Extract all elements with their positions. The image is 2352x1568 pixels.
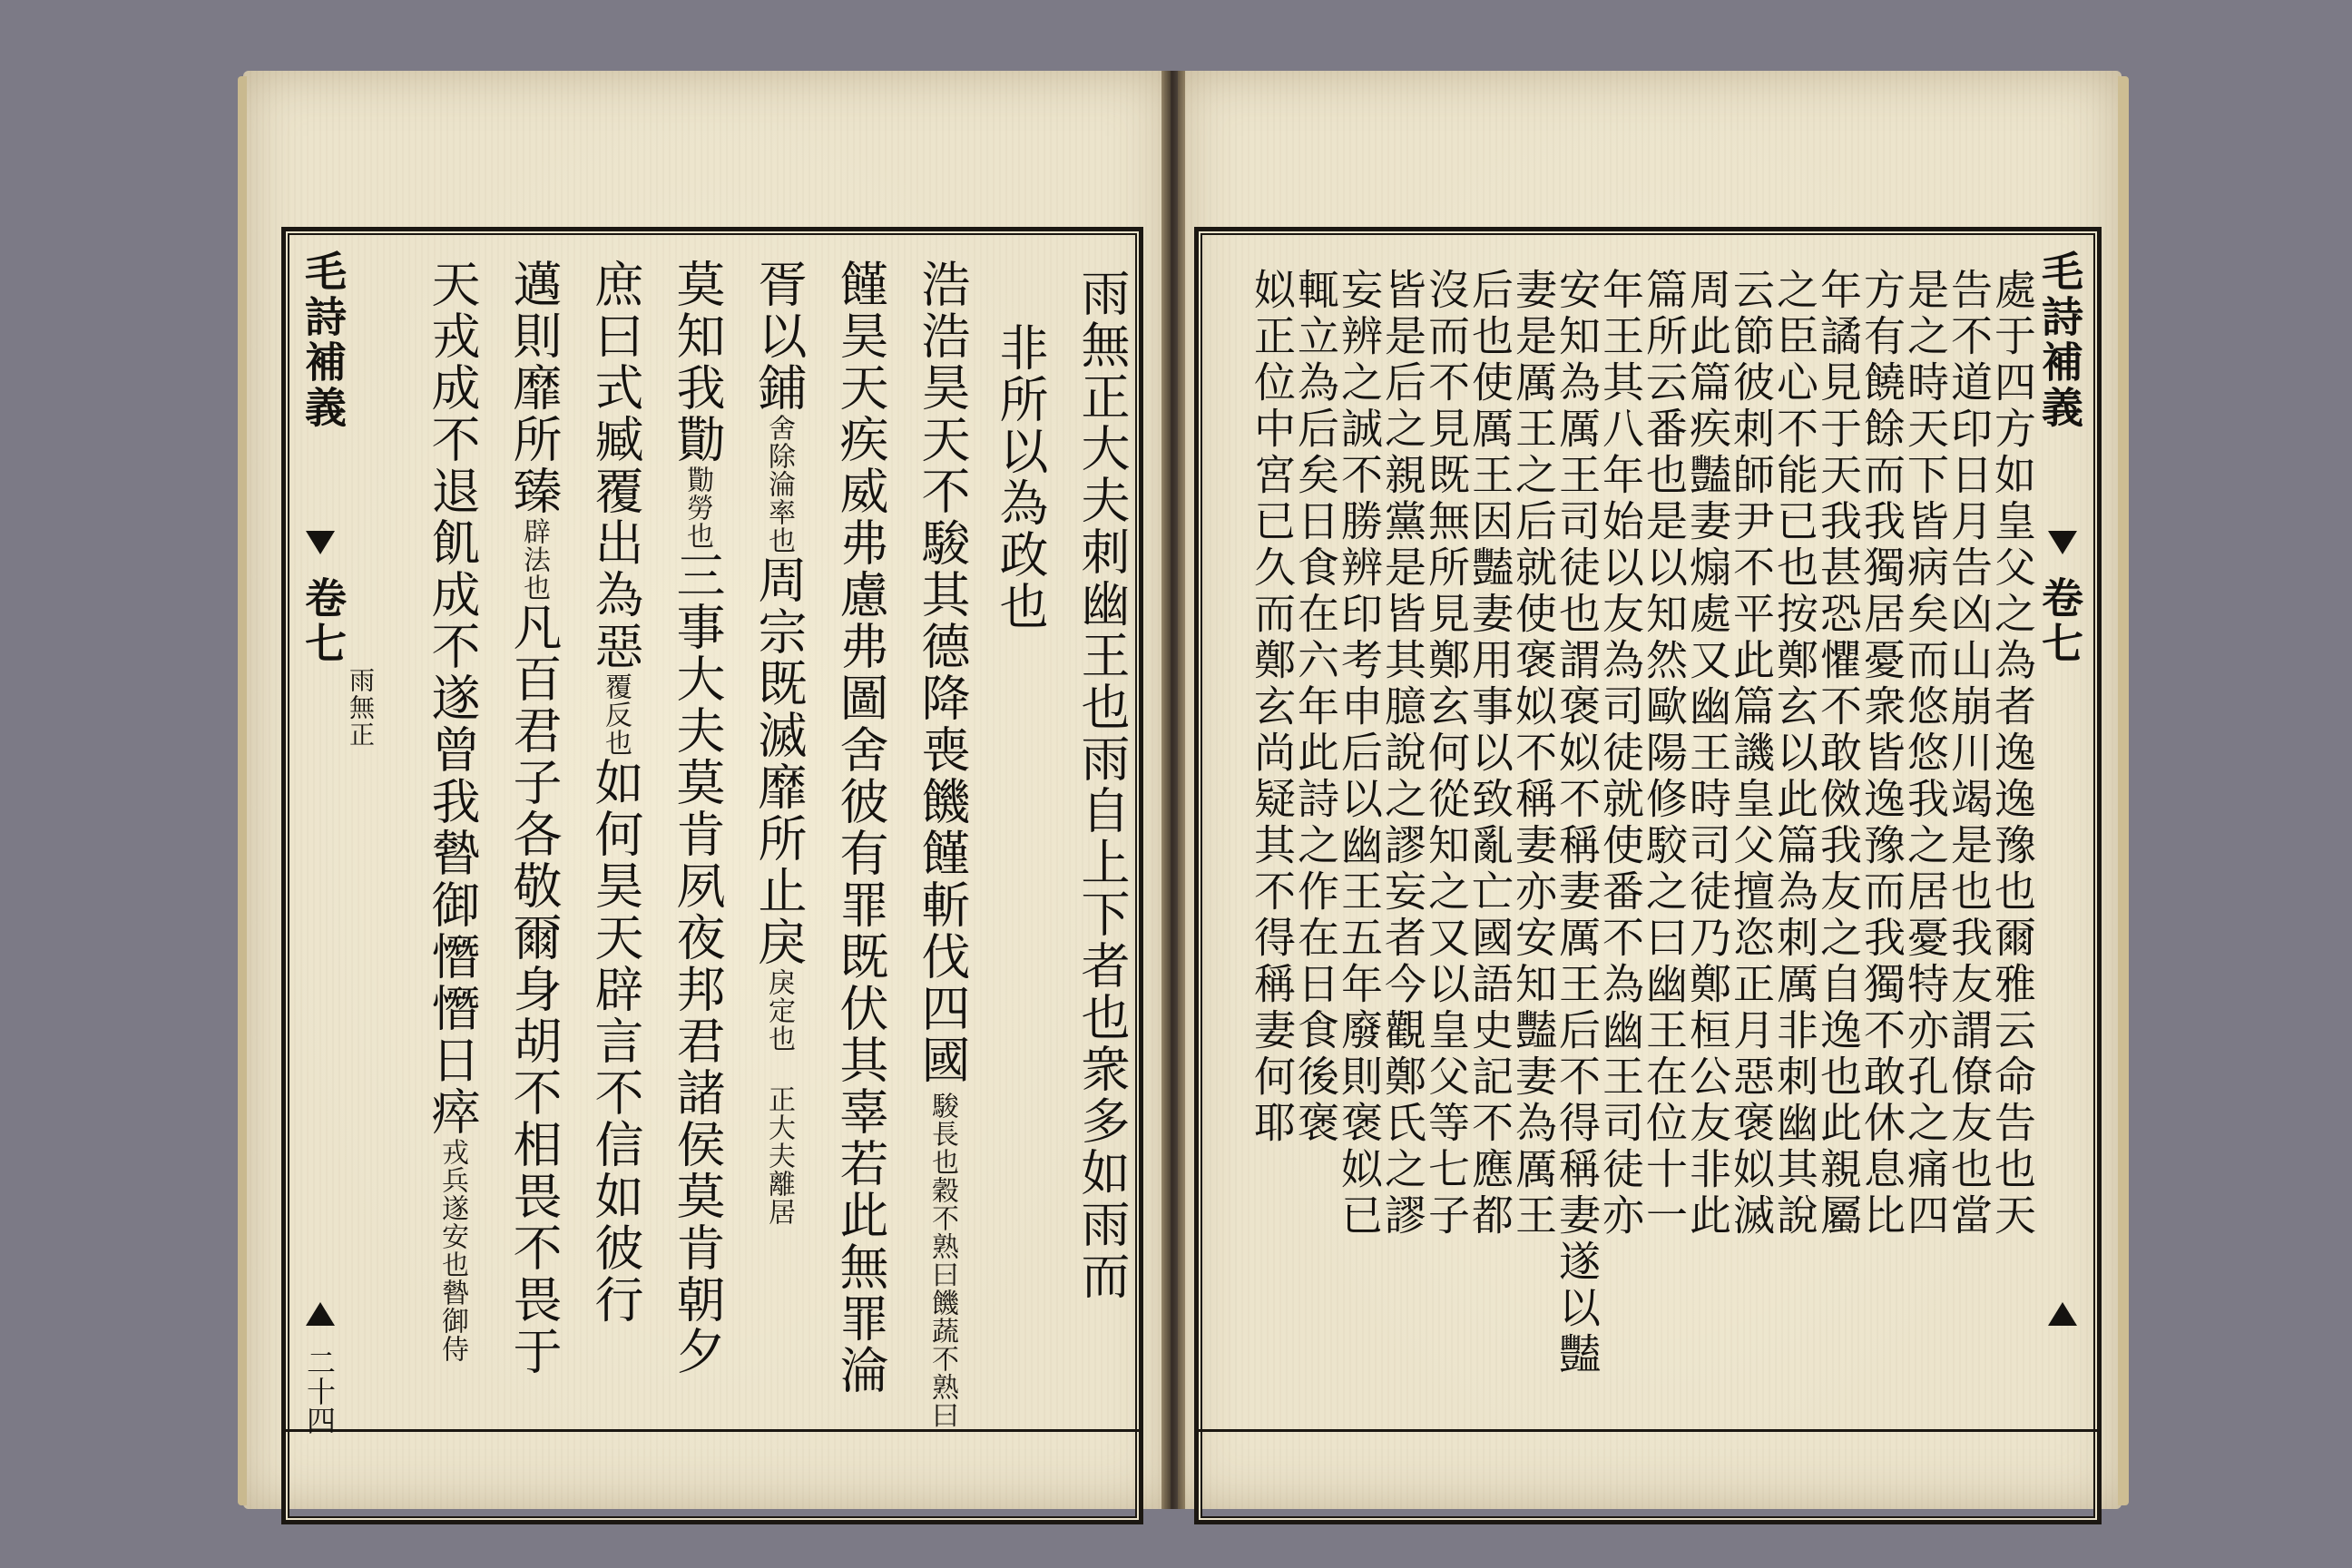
column-note: 辟法也 (518, 517, 550, 602)
text-frame-left (281, 227, 1143, 1524)
text-column-2 (992, 322, 1049, 632)
text-column-16: 妄辨之誠不勝辨印考申后以幽王五年廢則褒姒已 (1335, 268, 1384, 1240)
column-text-2: 戎成不退飢成不遂曾我暬御憯憯日瘁 (424, 310, 481, 1138)
hashira-volume: 卷七 (2035, 576, 2084, 667)
text-column-3 (914, 259, 971, 1429)
text-frame-right (1194, 227, 2102, 1524)
book-gutter (1161, 71, 1185, 1509)
text-column-18: 姒正位中宮已久而鄭玄尚疑其不得稱妻何耶 (1248, 268, 1297, 1147)
column-note: 舍除淪率也 (763, 414, 795, 554)
leaf-number: 二十四 (302, 1348, 337, 1435)
text-column-17: 輒立為后矣日食在六年此詩之作在日食後褒 (1291, 268, 1340, 1147)
right-page (1178, 71, 2122, 1509)
column-note-2: 戾定也 正大夫離居 (763, 968, 795, 1226)
text-column-3: 是之時天下皆病矣而悠悠我之居憂特亦孔之痛四 (1901, 268, 1950, 1240)
text-column-5 (750, 259, 808, 1226)
text-column-1: 處于四方如皇父之為者逸逸豫也爾雅云命告也天 (1988, 268, 2037, 1240)
column-note: 戎兵遂安也暬御侍 (436, 1138, 468, 1363)
column-text: 浩浩昊天不駿其德降喪饑饉斬伐四國 (914, 259, 971, 1086)
column-text-2: 凡百君子各敬爾身胡不相畏不畏于 (505, 602, 563, 1377)
fishtail-mark (2048, 531, 2077, 554)
column-note: 駿長也穀不熟曰饑蔬不熟曰 (926, 1092, 958, 1429)
text-column-9: 篇所云番也是以知然歐陽修駮之曰幽王在位十一 (1640, 268, 1689, 1240)
text-column-4: 方有饒餘而我獨居憂衆皆逸豫而我獨不敢休息比 (1857, 268, 1906, 1240)
text-column-6: 之臣心不能已也按鄭玄以此篇為刺厲非刺幽其說 (1770, 268, 1819, 1240)
column-text: 胥以鋪 (750, 259, 808, 414)
left-page (243, 71, 1171, 1509)
text-column-13: 后也使厲王因豔妻用事以致亂亡國語史記不應都 (1465, 268, 1514, 1240)
column-text: 莫知我勩 (669, 259, 726, 466)
text-column-5: 年譎見于天我甚恐懼不敢傚我友之自逸也此親屬 (1814, 268, 1863, 1240)
text-column-12: 妻是厲王之后就使褒姒不稱妻亦安知豔妻為厲王 (1509, 268, 1558, 1240)
page-edge-left (238, 76, 247, 1505)
column-text: 非所以為政也 (992, 322, 1049, 632)
column-text: 邁則靡所臻 (505, 259, 563, 517)
hashira-volume: 卷七 (299, 576, 348, 667)
column-note: 勩勞也 (681, 466, 713, 550)
fishtail-mark (2048, 1302, 2077, 1326)
frame-rule (1199, 1429, 2097, 1432)
open-book (243, 71, 2122, 1509)
page-edge-right (2118, 76, 2129, 1505)
text-column-11: 安知為厲王司徒也謂褒姒不稱妻厲王后不得稱妻遂以豔 (1553, 268, 1602, 1378)
hashira-title: 毛詩補義 (299, 250, 348, 431)
fishtail-mark (306, 531, 335, 554)
text-column-9 (424, 259, 481, 1363)
text-column-1 (1073, 268, 1131, 1302)
column-note: 覆反也 (600, 672, 632, 757)
column-text: 庶曰式臧覆出為惡 (587, 259, 644, 672)
text-column-15: 皆是后之親黨是皆其臆說之謬妄者今觀鄭氏之謬 (1378, 268, 1427, 1240)
column-text: 雨無正大夫刺幽王也雨自上下者也衆多如雨而 (1073, 268, 1131, 1302)
column-text: 饉昊天疾威弗慮弗圖舍彼有罪既伏其辜若此無罪淪 (832, 259, 889, 1396)
text-column-7 (587, 259, 644, 1326)
text-column-10: 年王其八年始以友為司徒就使番不為幽王司徒亦 (1596, 268, 1645, 1240)
column-text-2: 周宗既滅靡所止戾 (750, 554, 808, 968)
fishtail-mark (306, 1302, 335, 1326)
frame-rule (286, 1429, 1139, 1432)
text-column-4 (832, 259, 889, 1396)
text-column-2: 告不道印日月告凶山崩川竭是也我友謂僚友也當 (1945, 268, 1994, 1240)
text-column-7: 云節彼刺師尹不平此篇譏皇父擅恣正月惡褒姒滅 (1727, 268, 1776, 1240)
text-column-6 (669, 259, 726, 1377)
hashira-section: 雨無正 (346, 667, 376, 749)
text-column-8: 周此篇疾豔妻煽處又幽王時司徒乃鄭桓公友非此 (1683, 268, 1732, 1240)
column-text-2: 如何昊天辟言不信如彼行 (587, 757, 644, 1326)
hashira-title: 毛詩補義 (2035, 250, 2084, 431)
column-text-2: 三事大夫莫肯夙夜邦君諸侯莫肯朝夕 (669, 550, 726, 1377)
text-column-14: 沒而不見既無所見鄭玄何從知之又以皇父等七子 (1422, 268, 1471, 1240)
text-column-8 (505, 259, 563, 1377)
column-text: 天 (424, 259, 481, 310)
